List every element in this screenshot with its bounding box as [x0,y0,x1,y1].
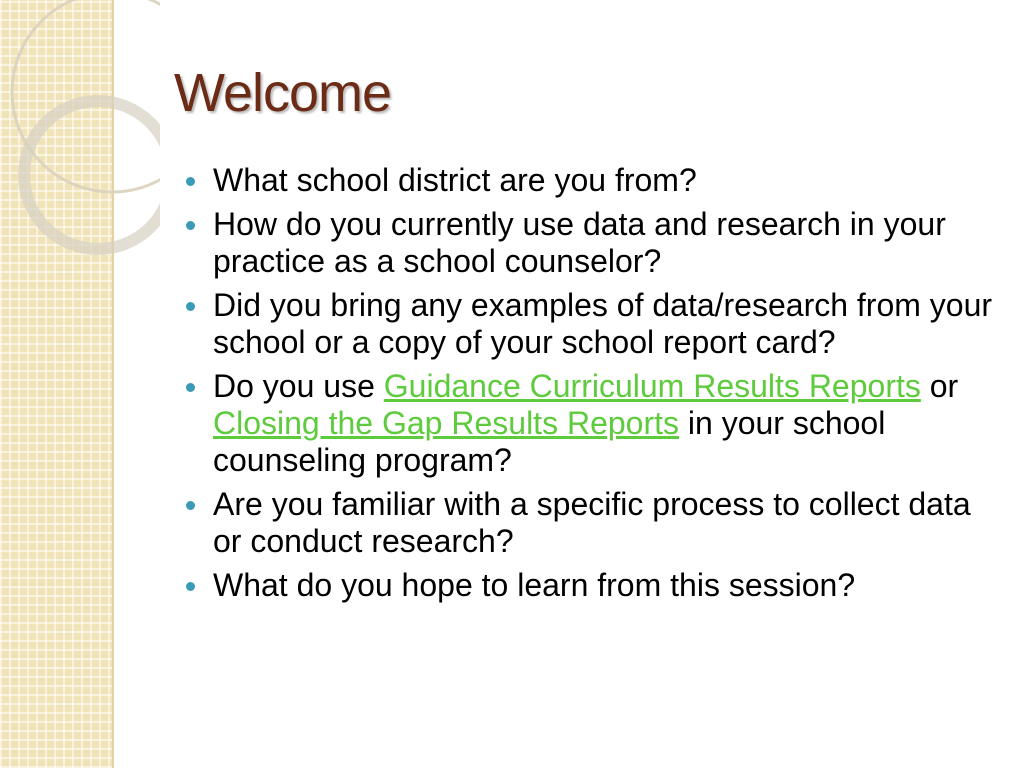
bullet-text: What do you hope to learn from this session? [213,567,856,603]
list-item [186,567,996,604]
list-item [186,287,996,361]
bullet-dot-icon [186,383,195,392]
decorative-circles [0,0,160,300]
bullet-text: How do you currently use data and research in your practice as a school counselor? [213,206,946,279]
bullet-text: What school district are you from? [213,162,697,198]
bullet-dot-icon [186,302,195,311]
bullet-dot-icon [186,221,195,230]
closing-the-gap-results-reports-link[interactable]: Closing the Gap Results Reports [213,405,679,441]
bullet-dot-icon [186,501,195,510]
bullet-text: Did you bring any examples of data/research from your school or a copy of your school report card? [213,287,993,360]
guidance-curriculum-results-reports-link[interactable]: Guidance Curriculum Results Reports [383,368,921,404]
list-item [186,162,996,199]
list-item [186,368,996,479]
list-item [186,486,996,560]
bullet-text-middle: or [920,368,959,404]
slide-title: Welcome [174,63,392,123]
bullet-dot-icon [186,582,195,591]
bullet-text-suffix: in your school counseling program? [213,405,886,478]
decorative-side-panel [0,0,114,768]
bullet-text: Are you familiar with a specific process to collect data or conduct research? [213,486,971,559]
list-item [186,206,996,280]
bullet-dot-icon [186,177,195,186]
bullet-text-prefix: Do you use [213,368,384,404]
bullet-list [186,162,996,611]
